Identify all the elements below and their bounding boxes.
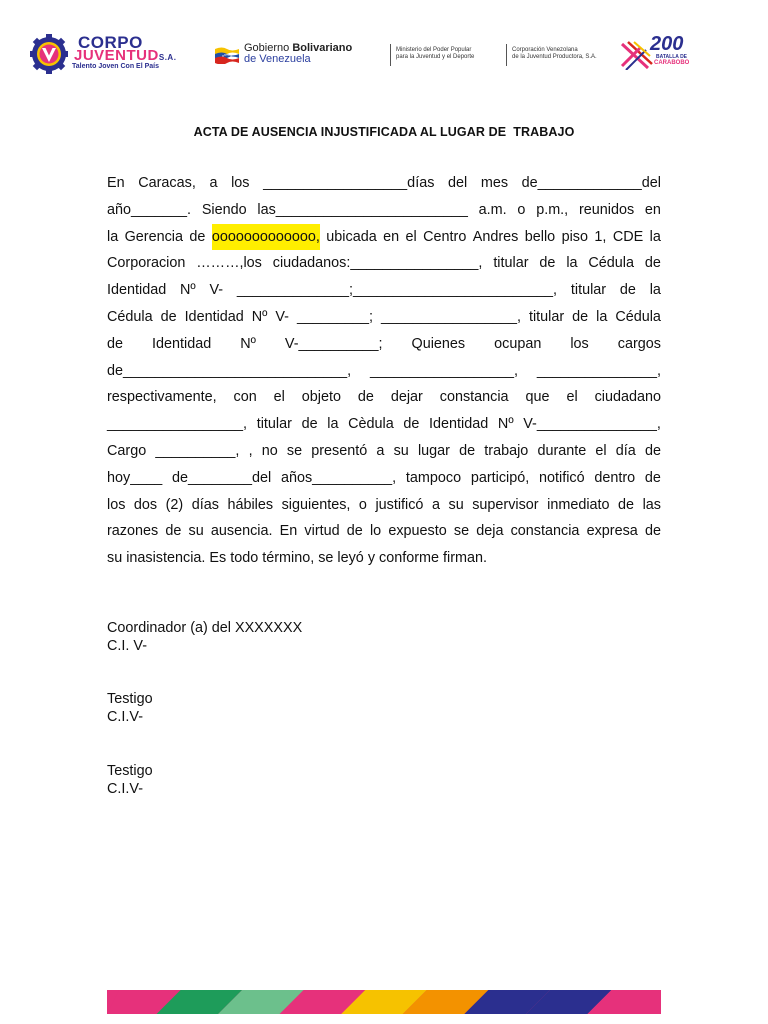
body-word: respectivamente, xyxy=(107,389,217,406)
body-word: en xyxy=(644,201,661,218)
body-word: leyó xyxy=(337,550,368,567)
body-word: de xyxy=(644,442,661,459)
body-word: y xyxy=(367,550,380,567)
signature-role: Testigo xyxy=(107,763,153,779)
body-word: justificó xyxy=(375,496,424,513)
signature-id: C.I. V- xyxy=(107,638,147,654)
body-word: del xyxy=(448,175,468,191)
body-word: Cédula xyxy=(107,308,153,325)
document-header xyxy=(28,34,740,74)
gobierno-line2: de Venezuela xyxy=(244,53,311,65)
body-word: Siendo xyxy=(201,201,247,218)
body-word: reunidos xyxy=(578,201,635,218)
body-word: el xyxy=(566,389,578,406)
body-word: expuesto xyxy=(388,523,447,540)
signature-testigo-1 xyxy=(107,690,153,726)
highlighted-placeholder: ooooooooooooo, xyxy=(212,224,320,251)
body-word: con xyxy=(233,389,257,406)
body-word: su xyxy=(107,550,127,567)
corporacion-line1: Corporación Venezolana xyxy=(512,47,578,53)
body-word: lugar xyxy=(417,442,450,459)
bicentenario-carabobo-logo xyxy=(620,33,702,74)
body-word: V- xyxy=(209,282,224,299)
body-word: todo xyxy=(230,550,263,567)
body-word: supervisor xyxy=(472,496,539,513)
body-word: titular xyxy=(528,308,565,325)
body-word: Cédula xyxy=(615,308,661,325)
body-word: inasistencia. xyxy=(126,550,210,567)
signature-role: Testigo xyxy=(107,691,153,707)
body-word: Cargo xyxy=(107,442,147,459)
body-word: Nº xyxy=(180,282,196,299)
body-word: de____________________________, xyxy=(107,362,352,379)
body-word: día xyxy=(615,442,636,459)
body-word: de_____________del xyxy=(521,175,661,191)
body-word: V- xyxy=(275,308,289,325)
body-word: de xyxy=(165,523,182,540)
body-word: ciudadanos:________________, xyxy=(272,255,483,272)
body-word: hoy____ xyxy=(107,469,163,486)
header-divider xyxy=(506,44,507,66)
document-body xyxy=(107,170,661,572)
body-word: objeto xyxy=(301,389,341,406)
body-word: trabajo xyxy=(484,442,529,459)
body-word: de xyxy=(189,228,206,245)
body-word: las________________________ xyxy=(257,201,468,218)
venezuela-flag-icon xyxy=(214,46,240,64)
body-word: de xyxy=(644,255,661,272)
body-word: de xyxy=(539,255,556,272)
body-word: tampoco xyxy=(405,469,462,486)
corpojuventud-logo xyxy=(28,34,208,74)
body-word: el xyxy=(273,389,285,406)
body-line xyxy=(107,411,661,438)
body-word: Identidad xyxy=(184,308,244,325)
body-word: constancia xyxy=(510,523,580,540)
gear-v-icon xyxy=(28,34,70,74)
body-word: __________, xyxy=(155,442,240,459)
footer-color-stripe xyxy=(107,990,661,1014)
body-word: de xyxy=(572,308,589,325)
bolivariano-word: Bolivariano xyxy=(292,42,353,54)
body-word: __________________, xyxy=(369,362,519,379)
body-word: en xyxy=(383,228,400,245)
body-word: que xyxy=(525,389,550,406)
carabobo-text: CARABOBO xyxy=(654,60,690,66)
body-word: de xyxy=(619,282,636,299)
body-word: a.m. xyxy=(478,201,507,218)
body-word: o xyxy=(517,201,526,218)
body-word: Nº xyxy=(251,308,268,325)
body-word: virtud xyxy=(304,523,340,540)
body-word: lo xyxy=(369,523,382,540)
body-word: o xyxy=(358,496,367,513)
body-word: año_______. xyxy=(107,201,192,218)
ministerio-line1: Ministerio del Poder Popular xyxy=(396,47,472,53)
body-line xyxy=(107,545,661,572)
body-word: la xyxy=(107,228,119,245)
signature-coordinador xyxy=(107,619,302,655)
body-word: 1, xyxy=(594,228,607,245)
body-line xyxy=(107,331,661,358)
body-word: los xyxy=(231,175,250,191)
body-word: Gerencia xyxy=(124,228,184,245)
corporacion-line2: de la Juventud Productora, S.A. xyxy=(512,54,597,60)
ribbon-stripes-icon xyxy=(620,40,654,70)
body-word: p.m., xyxy=(536,201,569,218)
body-word: durante xyxy=(537,442,587,459)
body-line xyxy=(107,358,661,385)
body-word: ______________;_________________________, xyxy=(236,282,558,299)
body-word: de xyxy=(107,335,124,352)
body-word: cargos xyxy=(617,335,661,352)
body-word: los xyxy=(570,335,589,352)
body-word: constancia xyxy=(439,389,509,406)
body-word: a xyxy=(376,442,385,459)
body-word: Es xyxy=(209,550,231,567)
signature-role: Coordinador (a) del XXXXXXX xyxy=(107,620,303,636)
body-word: notificó xyxy=(539,469,585,486)
juventud-text: JUVENTUD xyxy=(74,47,159,64)
body-word: el xyxy=(595,442,607,459)
body-word: hábiles xyxy=(227,496,274,513)
body-word: ausencia. xyxy=(210,523,273,540)
corpo-wordmark: CORPO xyxy=(78,33,143,52)
body-line xyxy=(107,224,661,251)
body-word: de xyxy=(160,308,177,325)
body-word: la xyxy=(327,416,339,433)
body-word: de xyxy=(357,389,374,406)
body-word: la xyxy=(566,255,578,272)
corpo-slogan: Talento Joven Con El País xyxy=(72,63,160,70)
body-word: (2) xyxy=(165,496,184,513)
body-line xyxy=(107,250,661,277)
body-word: de________del xyxy=(171,469,272,486)
body-word: de xyxy=(459,442,476,459)
bicentenario-number: 200 xyxy=(650,33,684,55)
body-word: V-_______________, xyxy=(523,416,661,433)
body-word: CDE xyxy=(612,228,644,245)
body-word: _________________, xyxy=(107,416,248,433)
body-word: se xyxy=(453,523,470,540)
body-word: dos xyxy=(133,496,158,513)
body-word: Cèdula xyxy=(348,416,394,433)
body-word: de xyxy=(644,523,661,540)
ministerio-line2: para la Juventud y el Deporte xyxy=(396,54,475,60)
gobierno-word: Gobierno xyxy=(244,42,293,54)
body-line xyxy=(107,518,661,545)
body-word: titular xyxy=(570,282,607,299)
body-word: su xyxy=(393,442,409,459)
body-word: ocupan xyxy=(494,335,542,352)
body-line xyxy=(107,492,661,519)
body-word: dentro xyxy=(594,469,636,486)
body-word: no xyxy=(261,442,278,459)
body-word: _________________, xyxy=(380,308,522,325)
body-word: de xyxy=(301,416,318,433)
signature-testigo-2 xyxy=(107,762,153,798)
body-word: su xyxy=(188,523,204,540)
body-word: Nº xyxy=(240,335,256,352)
body-word: inmediato xyxy=(547,496,610,513)
body-word: a xyxy=(431,496,440,513)
body-word: de xyxy=(618,496,635,513)
body-word: participó, xyxy=(470,469,530,486)
body-word: ciudadano xyxy=(594,389,661,406)
body-word: su xyxy=(448,496,464,513)
body-word: se xyxy=(286,442,303,459)
body-word: Caracas, xyxy=(138,175,196,191)
body-line xyxy=(107,304,661,331)
body-word: Identidad xyxy=(429,416,489,433)
body-word: titular xyxy=(493,255,529,272)
body-word: Andres xyxy=(472,228,519,245)
body-word: V-__________; xyxy=(284,335,383,352)
body-word: los xyxy=(107,496,126,513)
body-word: deja xyxy=(476,523,504,540)
body-word: ………,los xyxy=(196,255,262,272)
body-word: _________; xyxy=(296,308,373,325)
body-line xyxy=(107,197,661,224)
batalla-text: BATALLA DE xyxy=(656,54,688,60)
body-word: Nº xyxy=(497,416,514,433)
header-divider xyxy=(390,44,391,66)
signature-id: C.I.V- xyxy=(107,709,143,725)
body-word: Identidad xyxy=(152,335,212,352)
body-word: la xyxy=(649,228,661,245)
body-word: __________________días xyxy=(263,175,435,191)
body-word: firman. xyxy=(443,550,487,567)
body-word: término, xyxy=(262,550,319,567)
body-word: _______________, xyxy=(536,362,661,379)
gobierno-bolivariano-logo xyxy=(214,42,634,68)
body-word: mes xyxy=(480,175,509,191)
body-word: de xyxy=(403,416,420,433)
body-word: ubicada xyxy=(326,228,377,245)
body-word: Identidad xyxy=(107,282,167,299)
body-word: el xyxy=(405,228,417,245)
body-line xyxy=(107,465,661,492)
body-word: días xyxy=(191,496,219,513)
body-line xyxy=(107,277,661,304)
ministerio-text xyxy=(396,47,474,61)
body-word: expresa xyxy=(586,523,638,540)
body-word: la xyxy=(649,282,661,299)
signature-id: C.I.V- xyxy=(107,781,143,797)
body-word: se xyxy=(318,550,338,567)
body-word: dejar xyxy=(390,389,423,406)
document-title: ACTA DE AUSENCIA INJUSTIFICADA AL LUGAR DE TRABAJO xyxy=(193,125,575,139)
body-word: a xyxy=(209,175,218,191)
body-line xyxy=(107,438,661,465)
body-word: titular xyxy=(256,416,292,433)
body-word: Corporacion xyxy=(107,255,186,272)
body-word: Cédula xyxy=(588,255,635,272)
body-word: bello xyxy=(524,228,556,245)
body-word: En xyxy=(107,175,125,191)
body-line xyxy=(107,384,661,411)
body-word: años__________, xyxy=(280,469,397,486)
body-word: razones xyxy=(107,523,159,540)
corporacion-text xyxy=(512,47,597,61)
body-word: la xyxy=(596,308,608,325)
body-word: Centro xyxy=(423,228,467,245)
body-word: las xyxy=(642,496,661,513)
body-word: conforme xyxy=(379,550,444,567)
body-word: siguientes, xyxy=(281,496,351,513)
body-line xyxy=(107,170,661,197)
body-word: , xyxy=(248,442,253,459)
body-word: piso xyxy=(561,228,588,245)
body-word: de xyxy=(644,469,661,486)
body-word: presentó xyxy=(311,442,368,459)
body-word: de xyxy=(346,523,363,540)
body-word: En xyxy=(279,523,298,540)
sa-suffix: S.A. xyxy=(158,53,177,62)
body-word: Quienes xyxy=(411,335,466,352)
